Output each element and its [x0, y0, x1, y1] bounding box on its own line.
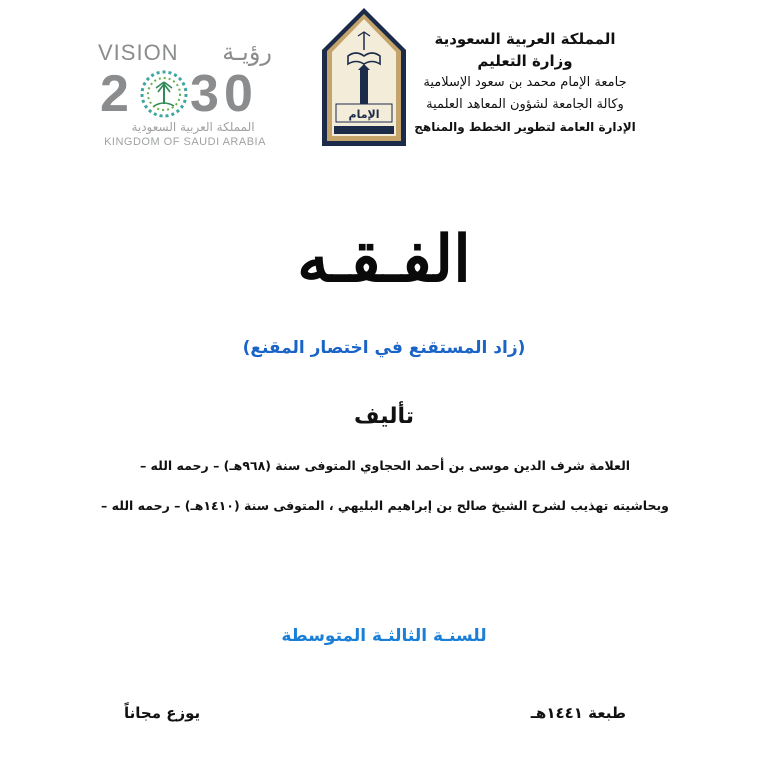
year-digit-1: 2	[100, 65, 129, 123]
edition-year: طبعة ١٤٤١هـ	[530, 704, 626, 722]
author-heading: تأليف	[354, 404, 414, 429]
header-agency: وكالة الجامعة لشؤون المعاهد العلمية	[426, 97, 624, 112]
year-digit-4: 0	[224, 65, 253, 123]
free-distribution-note: يوزع مجاناً	[124, 704, 201, 722]
grade-level: للسنـة الثالثـة المتوسطة	[281, 626, 487, 646]
institution-header	[410, 28, 640, 138]
vision-country-en: KINGDOM OF SAUDI ARABIA	[104, 136, 266, 148]
year-digit-3: 3	[190, 65, 219, 123]
vision-country-ar: المملكة العربية السعودية	[131, 120, 255, 134]
header-university: جامعة الإمام محمد بن سعود الإسلامية	[423, 75, 627, 90]
book-subtitle: (زاد المستقنع في اختصار المقنع)	[242, 338, 526, 358]
vision-word-ar: رؤيـة	[222, 38, 272, 66]
palm-swords-icon	[138, 68, 190, 120]
book-title: الفـقـه	[297, 222, 471, 297]
author-line-2: وبحاشيته تهذيب لشرح الشيخ صالح بن إبراهيم البليهي ، المتوفى سنة (١٤١٠هـ) – رحمه الله –	[101, 498, 669, 513]
vision-word-en: VISION	[98, 40, 179, 65]
emblem-lettering: الإمام	[348, 108, 380, 121]
header-ministry: وزارة التعليم	[477, 52, 573, 70]
vision-year	[96, 66, 274, 122]
header-department: الإدارة العامة لتطوير الخطط والمناهج	[414, 120, 636, 134]
header-country: المملكة العربية السعودية	[434, 30, 616, 48]
vision-2030-logo	[96, 36, 274, 148]
author-line-1: العلامة شرف الدين موسى بن أحمد الحجاوي المتوفى سنة (٩٦٨هـ) – رحمه الله –	[139, 458, 631, 473]
university-emblem-icon	[318, 6, 410, 150]
vision-logo-top-row	[96, 38, 274, 68]
